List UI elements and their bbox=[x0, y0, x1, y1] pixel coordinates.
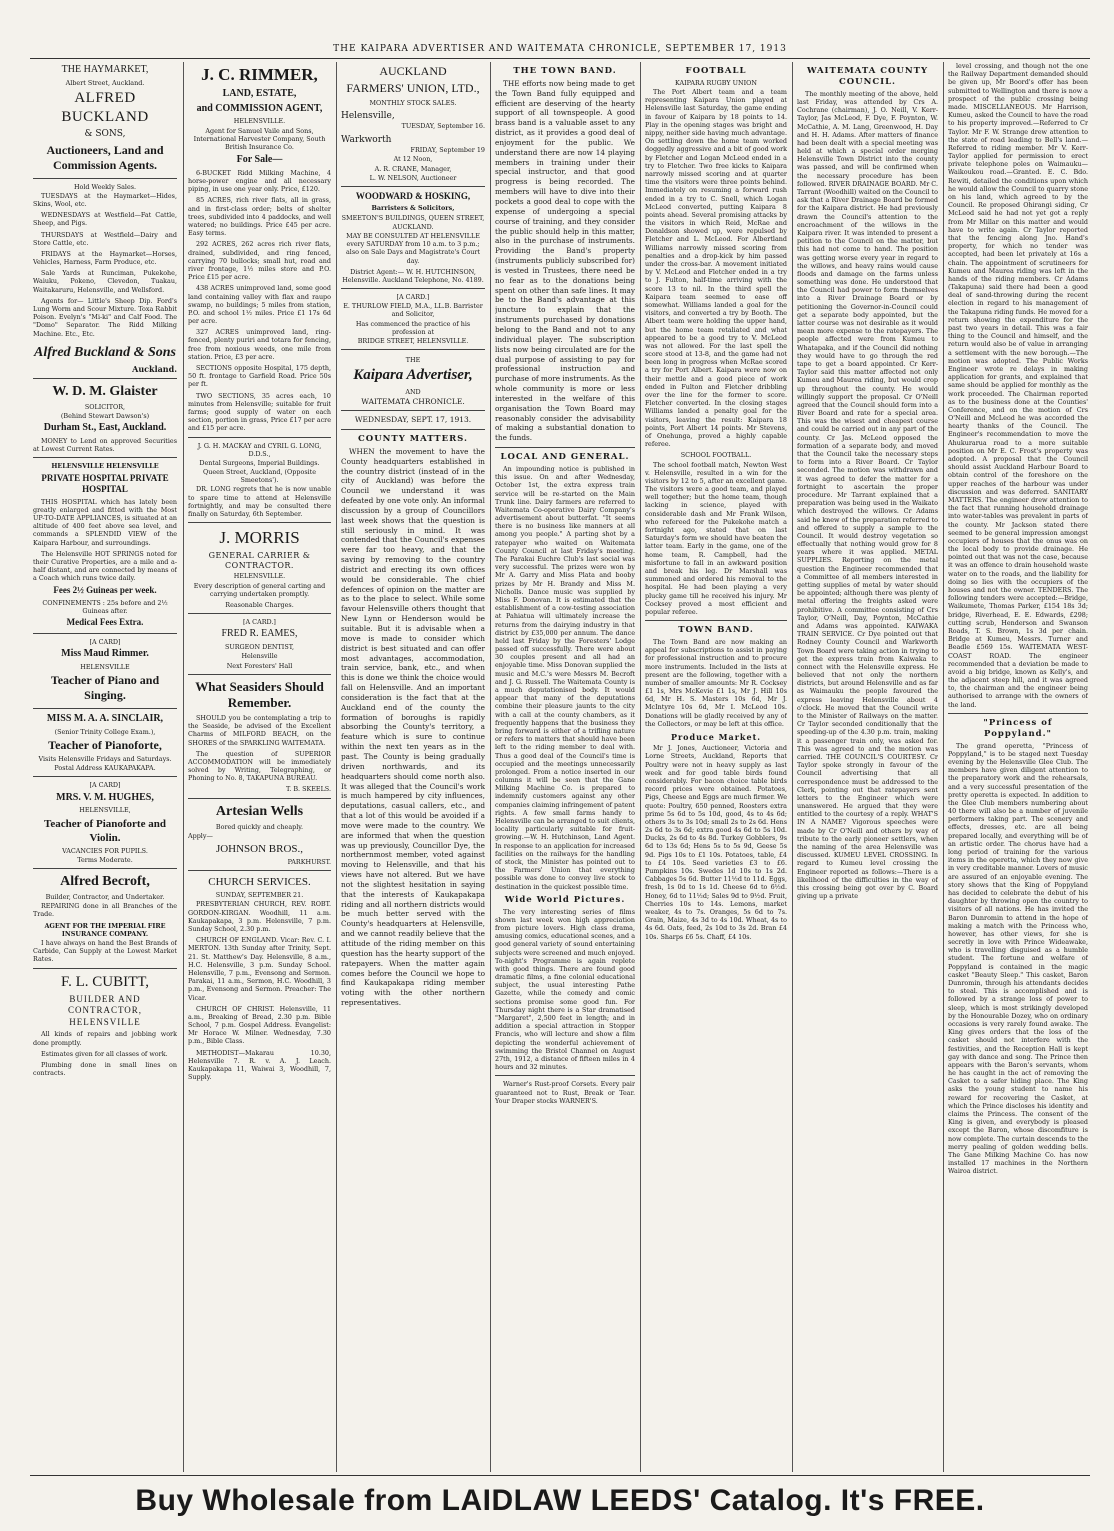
council-article-continued: level crossing, and though not the one the Railway Department demanded should be given up, Mr Boord's offer has been submitted to Wellington and there is now a prospect of the public crossing being made. MISCELLANEOUS. Mr Harrison, Kumeu, asked the Council to have the road to his property improved.—Referred to Cr Taylor. Mr F. W. Strange drew attention to the state of road leading to Bell's land.—Referred to riding member. Mr V. Kerr-Taylor applied for permission to erect private telephone poles on Waimauku—Waikoukou road.—Granted. E. C. Bdo. Rewiti, detailed the conditions upon which he would allow the Council to quarry stone on his land, which agreed to by the Council. Re proposed Ohirangi siding, Cr McLeod said he had not yet got a reply from Mr Millar on this matter and would have to write again. Cr Taylor reported that the fencing along Jno. Hand's property, for which no tender was accepted, had been let privately at 16s a chain. The appointment of scrutineers for Kumeu and Maurea riding was left in the hands of the riding members. Cr Adams (Takapuna) said there had been a good deal of sand-throwing during the recent election in regard to his management of the Takapuna riding funds. He moved for a return showing the expenditure for the past two years in detail. This was a fair thing to the Council and himself, and the return would also be of value in arranging a settlement with the new borough.—The motion was adopted. The Public Works Engineer wrote re delays in making application for grants, and explained that same should be applied for monthly as the work proceeded. The Chairman reported as to the business done at the Counties' Conference, and on the motion of Crs O'Neill and McLeod he was accorded the hearty thanks of the Council. The Engineer's recommendation to move the Ahukurarua road to a more suitable position on Mr E. C. Frost's property was adopted. A proposal that the Council should assist Auckland Harbour Board to obtain control of the foreshore on the upper reaches of the harbour was under discussion and was deferred. SANITARY MATTERS. The engineer drew attention to the fact that running household drainage into water-tables was prevalent in parts of the county. Mr Jackson stated there seemed to be general impression amongst occupiers of houses that the onus was on the local body to provide drainage. He pointed out that was not the case, because it was an offence to drain household waste water on to the roads, and the liability for doing so lies with the occupiers of the houses and not the owner. TENDERS. The following tenders were accepted:—Bridge, Waikumete, Thomas Parker, £154 18s 3d; bridge, Riverhead, E. E. Edwards, £298; cutting scrub, Henderson and Swanson Roads, T. S. Brown, 1s 3d per chain. Bridge at Kumeu, Messrs. Turner and Beadle £569 15s. WAITEMATA WEST-COAST ROAD. The engineer recommended that a deviation be made to avoid a big bridge, known as Kelly's, and the adjacent steep hill, and it was agreed to, the chairman and the engineer being authorised to arrange with the owners of the land. bbox=[948, 62, 1088, 709]
buckland-sons: & SONS, bbox=[84, 129, 126, 140]
hospital-fees: Fees 2½ Guineas per week. bbox=[53, 585, 157, 596]
woodward-city: AUCKLAND. bbox=[392, 222, 434, 231]
vacancies: VACANCIES FOR PUPILS. bbox=[62, 846, 148, 855]
rimmer-agent: Agent for Samuel Vaile and Sons, International Harvester Company, South British Insurance Co. bbox=[193, 126, 326, 151]
glaister-behind: (Behind Stewart Dawson's) bbox=[60, 412, 150, 421]
woodward-title: Barristers & Solicitors, bbox=[371, 204, 455, 213]
sinclair-visits: Visits Helensville Fridays and Saturdays. bbox=[38, 755, 172, 764]
dentists-title: Dental Surgeons, Imperial Buildings. bbox=[199, 458, 320, 467]
column-2 bbox=[188, 62, 331, 1472]
produce-heading: Produce Market. bbox=[670, 732, 762, 742]
dentists-address: Queen Street, Auckland, (Opposite Smeetons'). bbox=[202, 468, 316, 485]
becroft-trade: Builder, Contractor, and Undertaker. bbox=[45, 893, 165, 902]
masthead-chronicle: WAITEMATA CHRONICLE. bbox=[361, 396, 465, 406]
county-heading: COUNTY MATTERS. bbox=[358, 433, 468, 444]
glaister-name: W. D. M. Glaister bbox=[52, 383, 158, 399]
rimmer-land: LAND, ESTATE, bbox=[222, 87, 297, 99]
haymarket-address: Albert Street, Auckland. bbox=[65, 78, 145, 87]
sinclair-name: MISS M. A. A. SINCLAIR, bbox=[46, 712, 164, 724]
church-of-christ-services: CHURCH OF CHRIST. Helensville, 11 a.m., Breaking of Bread, 2.30 p.m. Bible School, 7 p.m. Gospel Address. Evangelist: Mr Horace W. Milner. Wednesday, 7.30 p.m., Bible Class. bbox=[188, 1004, 331, 1046]
town-band-heading: TOWN BAND. bbox=[678, 625, 754, 636]
cubitt-plumbing: Plumbing done in small lines on contracts. bbox=[33, 1060, 177, 1078]
sinclair-postal: Postal Address KAUKAPAKAPA. bbox=[54, 764, 156, 773]
eames-place: Helensville bbox=[241, 652, 278, 661]
masthead-title: Kaipara Advertiser, bbox=[353, 367, 473, 384]
rugby-subheading: KAIPARA RUGBY UNION bbox=[675, 78, 757, 87]
rimmer-place: HELENSVILLE. bbox=[233, 117, 286, 126]
pianoforte-teacher: Teacher of Pianoforte, bbox=[48, 737, 162, 752]
morris-charges: Reasonable Charges. bbox=[225, 600, 294, 609]
column-divider bbox=[640, 62, 641, 1472]
column-7 bbox=[948, 62, 1088, 1472]
fire-insurance: AGENT FOR THE IMPERIAL FIRE INSURANCE COMPANY. bbox=[44, 921, 166, 938]
band-article: THE efforts now being made to get the Town Band fully equipped and efficient are deserving of the hearty support of all townspeople. A good brass band is a valuable asset to any district, as it provides a good deal of enjoyment for the public. We understand there are now 14 playing members in training under their special instructor, and that good progress is being recorded. The members will have to dive into their pockets a good deal to cope with the expense of undergoing a special course of training, and they consider the public should help in this matter, also in the purchase of instruments. Providing the Band's property (instruments publicly subscribed for) is vested in Trustees, there need be no fear as to the donations being spent on other than safe lines. It may be to the Band's advantage at this juncture to explain that the instruments purchased by donations belong to the Band and not to any individual player. The subscription lists now being circulated are for the dual purpose of assisting to pay for professional instruction and purchase of more instruments. As the whole community is more or less interested in the welfare of this organisation the Town Board may reasonably consider the advisability of making a substantial donation to the funds. bbox=[495, 78, 635, 443]
sale-yards: Sale Yards at Runciman, Pukekohe, Waiuku, Pokeno, Clevedon, Tuakau, Waitakaruru, Helensville, and Wellsford. bbox=[33, 269, 177, 294]
carbide: I have always on hand the Best Brands of Carbide, Can Supply at the Lowest Market Rates. bbox=[33, 939, 177, 964]
confinements: CONFINEMENTS : 25s before and 2½ Guineas after. bbox=[42, 598, 168, 616]
woodward-agent: District Agent:— W. H. HUTCHINSON, Helensville. Auckland Telephone, No. 4189. bbox=[342, 267, 484, 284]
church-heading: CHURCH SERVICES. bbox=[208, 876, 311, 889]
card-label: [A CARD.] bbox=[243, 618, 276, 627]
football-heading: FOOTBALL bbox=[685, 66, 747, 76]
monthly-sales: MONTHLY STOCK SALES. bbox=[369, 98, 457, 107]
morris-trade: GENERAL CARRIER & CONTRACTOR. bbox=[208, 550, 311, 571]
page-header: THE KAIPARA ADVERTISER AND WAITEMATA CHRONICLE, SEPTEMBER 17, 1913 bbox=[333, 44, 787, 54]
sale-item: 85 ACRES, rich river flats, all in grass, and in first-class order; belts of shelter trees, subdivided into 4 paddocks, and well watered; no buildings. Price £45 per acre. Easy terms. bbox=[188, 196, 331, 238]
column-5 bbox=[645, 62, 787, 1472]
column-3 bbox=[341, 62, 485, 1472]
buckland-name: ALFRED BUCKLAND bbox=[61, 89, 149, 126]
sinclair-qualification: (Senior Trinity College Exam.), bbox=[54, 727, 156, 736]
produce-article: Mr J. Jones, Auctioneer, Victoria and Lorne Streets, Auckland, Reports that Poultry were not in heavy supply as last week and for good table birds found considerably. For bacon choice table birds record prices were obtained. Potatoes, Pigs, Cheese and Eggs are much firmer. We quote: Poultry, 650 penned, Roosters extra prime 5s 6d to 5s 10d, good, 4s to 4s 6d; others 3s to 3s 10d; small 2s to 2s 6d. Hens 2s 6d to 3s 6d; extra good 4s 6d to 5s 10d. Ducks, 2s 6d to 4s 8d. Turkey Gobblers, 9s 6d to 13s 6d; Hens 5s to 5s 9d, Geese 5s 9d. Pigs 10s to £1 10s. Potatoes, table, £4 to £4 10s. Seed varieties £3 to £6. Pumpkins 10s. Swedes 1d 10s to 1s 2d. Cabbages 5s 6d. Butter 11½d to 11d. Eggs, fresh, 1s 0d to 1s 1d. Cheese 6d to 6½d. Honey, 6d to 11½d; Sales 9d to 9½d. Fruit, Cherries 10s to 14s. Lemons, market weaker, 4s to 7s. Oranges, 5s 6d to 7s. Grain, Maize, 4s 3d to 4s 10d. Wheat, 4s to 4s 6d. Oats, feed, 2s 10d to 3s 2d. Bran £4 10s. Sharps £6 5s. Chaff, £4 10s. bbox=[645, 744, 787, 941]
field-address: BRIDGE STREET, HELENSVILLE. bbox=[357, 337, 469, 346]
hughes-place: HELENSVILLE, bbox=[79, 806, 131, 815]
band-heading: THE TOWN BAND. bbox=[513, 66, 617, 76]
auctioneers-heading: Auctioneers, Land and Commission Agents. bbox=[46, 142, 164, 173]
woodward-consult: MAY BE CONSULTED AT HELENSVILLE every SATURDAY from 10 a.m. to 3 p.m.; also on Sale Days and Magistrate's Court day. bbox=[345, 231, 481, 265]
council-article: The monthly meeting of the above, held last Friday, was attended by Crs A. Cochrane (chairman), J. O. Neill, V. Kerr-Taylor, Jas McLeod, F. Dye, F. Poynton, W. McCathie, A. M. Lang, Greenwood, H. Day and H. H. Adams. After matters of finance had been dealt with a special meeting was held at which a special order merging Helensville Town District into the county was passed, and will be confirmed when the necessary procedure has been followed. RIVER DRAINAGE BOARD. Mr C. Tarrant (Woodhill) waited on the Council to ask that a River Drainage Board be formed for the Kaipara district. He had previously drawn the Council's attention to the encroachment of the willows in the Kaipara river. It was intended to present a petition to the Council on the matter, but this had not come to hand. The position was getting worse every year in regard to the willows, and heavy rains would cause floods and damage on the farms unless something was done. He understood that the Council had power to form themselves into a River Drainage Board or by petitioning the Governor-in-Council could get a separate body appointed, but the latter course was not desirable as it would mean more expense to the ratepayers. The people affected were from Kumeu to Whatapaka, and if the Council did nothing they would have to go through the red tape to get a board appointed. Cr Kerr-Taylor said this matter affected not only Kumeu and Maurea riding, but would crop up throughout the county. He would willingly support the proposal. Cr O'Neill agreed that the Council should form into a River Board and rate for a special area. This was the wisest and cheapest course and could be carried out in any part of the county. Cr Jas. McLeod opposed the formation of a separate body, and moved that the Council take the necessary steps to form into a River Board. Cr Taylor seconded. The motion was withdrawn and it was agreed to defer the matter for a fortnight to ascertain the proper procedure. Mr Tarrant explained that a preparation was being used in the Waikato which destroyed the willows. Cr Adams said he knew of the preparation referred to and offered to supply a sample to the Council. It would destroy vegetation so effectually that nothing would grow for 8 years where it was applied. METAL SUPPLIES. Reporting on the metal question the Engineer recommended that a Committee of all members interested in getting supplies of metal by water should be appointed; although there was plenty of metal offering the freights asked were prohibitive. A committee consisting of Crs Taylor, O'Neill, Day, Poynton, McCathie and Adams was appointed. KAIWAKA TRAIN SERVICE. Cr Dye pointed out that Rodney County Council and Warkworth Town Board were taking action in trying to get the express train from Kaiwaka to connect with the Helensville express. He believed that not only the northern districts, but around Helensville and as far as Waimauku the people favoured the express leaving Helensville about 4 o'clock. He moved that the Council write to the Minister of Railways on the matter. Cr Taylor seconded conditionally that the speeding-up of the 4.30 p.m. train, making it a passenger train only, was asked for. This was agreed to and the motion was carried. THE COUNCIL'S COURTESY. Cr Taylor spoke strongly in favour of the Council advertising that all correspondence must be addressed to the Clerk, pointing out that ratepayers sent letters to the Engineer which were unanswered. He argued that they were entitled to the courtesy of a reply. WHAT'S IN A NAME? Vigorous speeches were made by Cr O'Neill and others by way of tribute to the early pioneer settlers, when the naming of the area Helensville was discussed. KUMEU LEVEL CROSSING. In regard to Kumeu level crossing the Engineer reported as follows:—There is a likelihood of the difficulties in the way of this crossing being got over by C. Board giving up a private bbox=[797, 89, 938, 901]
presbyterian-services: PRESBYTERIAN CHURCH, REV. ROBT. GORDON-KIRGAN. Woodhill, 11 a.m. Kaukapakapa, 3 p.m. Helensville, 7 p.m. Sunday School, 2.30 p.m. bbox=[188, 900, 331, 934]
hospital-heading: PRIVATE HOSPITAL PRIVATE HOSPITAL bbox=[41, 472, 169, 495]
sale-fridays: FRIDAYS at the Haymarket—Horses, Vehicles, Harness, Farm Produce, etc. bbox=[33, 249, 177, 267]
county-article: WHEN the movement to have the County headquarters established in the country district (instead of in the city of Auckland) was before the Council we understand it was defeated by one vote only. An informal discussion by a group of Councillors last week shows that the question is still seriously in mind. It was contended that the Council's expenses were far too heavy, and that the saving by removing to the country district and erecting its own offices would be considerable. The chief defences of opinion on the matter are as to the place to select. While some favour Helensville others thought that New Lynn or Henderson would be suitable. But it is advisable when a move is made to consider which district is best situated and can offer most advantages, accommodation, train service, bank, etc., and when this is done we think the choice would fall on Helensville. And an important consideration is the fact that at the Auckland end of the county the formation of boroughs is rapidly absorbing the County's territory, a feature which is sure to continue within the next ten years as in the past. The County is being gradually driven northwards, and its headquarters should come north also. It was alleged that the Council's work is much hampered by city influences, deputations, casual callers, etc., and that a lot of this would be avoided if a move were made to the country. We are informed that when the question was up previously, Councillor Dye, the northernmost member, voted against moving to Helensville, and that his views have not altered. But we have not the slightest hesitation in saying that the interests of Kaukapakapa riding and all northern districts would be much better served with the County's headquarters at Helensville, and we cannot readily believe that the attitude of the riding member on this question has the hearty support of the ratepayers. When the matter again comes before the Council we hope to find Kaukapakapa riding member voting with the other northern representatives. bbox=[341, 446, 485, 1008]
school-football-article: The school football match, Newton West v. Helensville, resulted in a win for the visitors by 12 to 5, after an excellent game. The visitors were a good team, and played well together; but the home team, though lacking in science, played with considerable dash and Mr Frank Wilson, who refereed for the Pukekohe match a fortnight ago, stated that on last Saturday's form we should have beaten the latter team. Early in the game, one of the home team, R. Campbell, had the misfortune to fall in an awkward position and break his leg. Dr Marshall was summoned and ordered his removal to the hospital. He had been playing a very plucky game till he received his injury. Mr Cocksey proved a most efficient and popular referee. bbox=[645, 460, 787, 616]
sale-item: 292 ACRES, 262 acres rich river flats, drained, subdivided, and ring fenced, carrying 70 bullocks; small hut, road and river frontage, 1½ miles store and P.O. Price £15 per acre. bbox=[188, 240, 331, 282]
sale-place-2: Warkworth bbox=[341, 134, 392, 145]
farmers-union: FARMERS' UNION, LTD., bbox=[346, 81, 480, 96]
woodward-name: WOODWARD & HOSKING, bbox=[355, 190, 471, 201]
woodward-address: SMEETON'S BUILDINGS, QUEEN STREET, bbox=[341, 213, 485, 222]
sale-tuesdays: TUESDAYS at the Haymarket—Hides, Skins, Wool, etc. bbox=[33, 191, 177, 208]
card-label: [A CARD.] bbox=[396, 293, 430, 302]
warner-advert: Warner's Rust-proof Corsets. Every pair guaranteed not to Rust, Break or Tear. Your Draper stocks WARNER'S. bbox=[495, 1080, 635, 1105]
weekly-sales: Hold Weekly Sales. bbox=[73, 182, 137, 191]
agents-list: Agents for— Little's Sheep Dip. Ford's Lung Worm and Scour Mixture. Toxa Rabbit Poison. Evelyn's "Mi-ki" and Calf Food. The "Domo" Separator. The Ridd Milking Machine. Etc., Etc. bbox=[33, 296, 177, 338]
footer-rule bbox=[30, 1475, 1090, 1476]
rimmer-teacher: Miss Maud Rimmer. bbox=[61, 648, 149, 660]
wide-world-heading: Wide World Pictures. bbox=[504, 894, 626, 905]
becroft-repairing: REPAIRING done in all Branches of the Trade. bbox=[33, 902, 177, 919]
poppyland-heading: "Princess of Poppyland." bbox=[983, 717, 1053, 739]
glaister-address: Durham St., East, Auckland. bbox=[43, 422, 167, 434]
hughes-name: MRS. V. M. HUGHES, bbox=[56, 791, 154, 803]
logo-place: Auckland. bbox=[132, 363, 177, 374]
artesian-heading: Artesian Wells bbox=[215, 803, 304, 819]
column-4 bbox=[495, 62, 635, 1472]
sale-place-1: Helensville, bbox=[341, 110, 395, 121]
buckland-logo: Alfred Buckland & Sons bbox=[34, 344, 176, 360]
sale-item: SECTIONS opposite Hospital, 175 depth, 50 ft. frontage to Garfield Road. Price 50s per ft. bbox=[188, 364, 331, 389]
morris-text: Every description of general carting and carrying undertaken promptly. bbox=[193, 581, 326, 598]
haymarket-heading: THE HAYMARKET, bbox=[61, 64, 149, 75]
sale-date-1: TUESDAY, September 16. bbox=[401, 122, 485, 131]
eames-title: SURGEON DENTIST, bbox=[224, 643, 295, 652]
eames-name: FRED R. EAMES, bbox=[221, 628, 298, 640]
sale-date-2: FRIDAY, September 19 bbox=[410, 146, 485, 155]
field-name: E. THURLOW FIELD, M.A., LL.B. Barrister and Solicitor, bbox=[343, 302, 483, 319]
money-lend: MONEY to Lend on approved Securities at Lowest Current Rates. bbox=[33, 437, 177, 454]
town-band-article: The Town Band are now making an appeal for subscriptions to assist in paying for professional instruction and to procure more instruments. Included in the lists at present are the following, together with a number of smaller amounts: Mr R. Cocksey £1 1s, Mrs McKevie £1 1s, Mr J. Hill 10s 6d, Mr H. S. Masters 10s 6d, Mr J. McIntyre 10s 6d, Mr I. McLeod 10s. Donations will be gladly received by any of the Collectors, or may be left at this office. bbox=[645, 637, 787, 728]
local-article: An impounding notice is published in this issue. On and after Wednesday, October 1st, the extra express train service will be re-started on the Main Trunk line. Dairy farmers are referred to Waitemata Co-operative Dairy Company's advertisement about butterfat. "It seems there is no business like manners at all among you people." A parting shot by a ratepayer who waited on Waitemata County Council at last Friday's meeting. The Parakai Euchre Club's last social was very successful. The prizes were won by Mr A. Garry and Miss Plata and booby prizes by Mr H. Brandy and Miss M. Nicholls. Dance music was supplied by Miss F. Donovan. It is estimated that the establishment of a cow-testing association at Pahiatua will ultimately increase the returns from the dairying industry in that district by £35,000 per annum. The dance held last Friday by the Foresters' Lodge passed off successfully. There were about 30 couples present and all had an enjoyable time. Miss Donovan supplied the music and M.C.'s were Messrs M. Becroft and J. G. Russell. The Waitemata County is a much deputationised body. It would appear that many of the deputations combine their pleasure jaunts to the city with a call at the county chambers, as it frequently happens that the business they bring forward is either of a trifling nature or refers to matters that should have been left to the riding member to deal with. Thus a good deal of the Council's time is occupied and the meetings unnecessarily prolonged. From a notice inserted in our columns it will be seen that the Gane Milking Machine Co. is prepared to indemnify customers against any other companies claiming infringement of patent rights. A few small farms handy to Helensville can be arranged to suit clients, locality particularly suitable for fruit-growing.—W. H. Hutchinson, Land Agent. In response to an application for increased facilities on the railways for the handling of stock, the Minister has pointed out to the Farmers' Union that everything possible was done to convey live stock to destination in the quickest possible time. bbox=[495, 464, 635, 891]
becroft-name: Alfred Becroft, bbox=[60, 874, 150, 890]
eames-address: Next Foresters' Hall bbox=[226, 661, 293, 670]
solicitor-title: SOLICITOR, bbox=[84, 402, 126, 411]
card-label: [A CARD] bbox=[89, 637, 121, 646]
cubitt-trade: BUILDER AND CONTRACTOR, HELENSVILLE bbox=[67, 993, 143, 1027]
anglican-services: CHURCH OF ENGLAND. Vicar: Rev. C. I. MERTON. 13th Sunday after Trinity, Sept. 21. St. Matthew's Day. Helensville, 8 a.m., H.C. Helensville, 3 p.m. Sunday School. Helensville, 7 p.m., Evensong and Sermon. Parakai, 11 a.m., Sermon, H.C. Woodhill, 3 p.m., Evensong and Sermon. Preacher: The Vicar. bbox=[188, 936, 331, 1002]
seasiders-question: The question of SUPERIOR ACCOMMODATION will be immediately solved by Writing, Telegraphing, or Phoning to No. 8, TAKAPUNA BUREAU. bbox=[188, 749, 331, 783]
hospital-place: HELENSVILLE HELENSVILLE bbox=[51, 462, 159, 471]
hospital-text: THIS HOSPITAL which has lately been greatly enlarged and fitted with the Most UP-TO-DATE APPLIANCES, is situated at an altitude of 400 feet above sea level, and commands a SPLENDID VIEW of the Kaipara Harbour, and surroundings. bbox=[33, 497, 177, 547]
artesian-text: Bored quickly and cheaply. bbox=[215, 822, 304, 831]
dentists-names: J. G. H. MACKAY and CYRIL G. LONG, D.D.S., bbox=[197, 441, 322, 458]
poppyland-article: The grand operetta, "Princess of Poppyland," is to be staged next Tuesday evening by the Helensville Glee Club. The members have given diligent attention to the preparatory work and the rehearsals, and a very successful presentation of the pretty operetta is expected. In addition to the Glee Club members numbering about 40 there will also be a number of juvenile performers taking part. The scenery and effects, dresses, etc. are all being prepared locally, and everything will be of an artistic order. The chorus have had a long period of training for the various items in the operetta, which they now give in very creditable manner. Lovers of music are assured of an enjoyable evening. The story shows that the King of Poppyland has decided to celebrate the debut of his daughter by throwing open the country to visitors of all nations. He has invited the Baron Dunromin to attend in the hope of making a match with the Princess who, however, has other views, for she is secretly in love with Prince Wideawake, who is travelling disguised as a humble student. The fortune and welfare of Poppyland is contained in the magic casket "Beauty Sleep." This casket, Baron Dunromin, through his attendants decides to steal. This is accomplished and is followed by a strange loss of power to sleep, which is most strikingly developed by the Honourable Dozey, who on ordinary occasions is very rarely found awake. The King gives orders that the loss of the casket should not interfere with the festivities, and the Reception Hall is kept gay with dance and song. The Prince then appears with the Baron's servants, whom he has caught in the act of removing the Casket to a safer hiding place. The King asks the young student to name his reward for recovering the Casket, at which the Prince discloses his identity and claims the Princess. The consent of the King is given, and everybody is pleased except the Baron, whose discomfiture is now complete. The curtain descends to the merry pealing of golden wedding bells. The Gane Milking Machine Co. has now installed 17 machines in the Northern Wairoa district. bbox=[948, 741, 1088, 1176]
wide-world-article: The very interesting series of films shown last week won high appreciation from picture lovers. High class drama, amusing comics, educational scenes, and a good general variety of sound entertaining subjects were screened and much enjoyed. To-night's Programme is again replete with good things. There are found good dramatic films, a fine colonial educational subject, the usual interesting Pathe Gazette, while the comedy and comic sections promise some good fun. For Thursday night there is a Star dramatised "Margaret", 2,500 feet in length; and in addition a special attraction in Stopper Francis, who will lecture and show a film depicting the wonderful achievement of swimming the Bristol Channel on August 27th, 1912, a distance of fifteen miles in 4 hours and 32 minutes. bbox=[495, 907, 635, 1072]
johnson-place: PARKHURST. bbox=[287, 858, 331, 867]
sale-item: 6-BUCKET Ridd Milking Machine, 4 horse-power engine and all necessary piping, in use one year only. Price, £120. bbox=[188, 168, 331, 194]
column-divider bbox=[943, 62, 944, 1472]
rimmer-commission: and COMMISSION AGENT, bbox=[196, 102, 323, 114]
morris-place: HELENSVILLE. bbox=[233, 572, 286, 581]
artesian-apply: Apply— bbox=[188, 831, 213, 840]
seasiders-signature: T. B. SKEELS. bbox=[285, 785, 331, 794]
terms: Terms Moderate. bbox=[77, 856, 133, 864]
for-sale: For Sale— bbox=[236, 154, 283, 166]
column-divider bbox=[336, 62, 337, 1472]
farmers-manager: A. R. CRANE, Manager, bbox=[374, 164, 452, 173]
medical-fees: Medical Fees Extra. bbox=[66, 617, 144, 628]
sale-time: At 12 Noon, bbox=[393, 155, 433, 164]
school-football-heading: SCHOOL FOOTBALL. bbox=[680, 451, 752, 460]
morris-name: J. MORRIS bbox=[219, 528, 300, 548]
farmers-auckland: AUCKLAND bbox=[379, 64, 447, 78]
sale-wednesdays: WEDNESDAYS at Westfield—Fat Cattle, Sheep, and Pigs. bbox=[33, 211, 177, 228]
dr-long-notice: DR. LONG regrets that he is now unable to spare time to attend at Helensville fortnightly, and may be consulted there finally on Saturday, 6th September. bbox=[188, 485, 331, 519]
sale-item: 438 ACRES unimproved land, some good land containing valley with flax and raupo swamp, no buildings; 5 miles from station, P.O. and school 1½ miles. Price £1 17s 6d per acre. bbox=[188, 284, 331, 326]
column-divider bbox=[490, 62, 491, 1472]
rugby-article: The Port Albert team and a team representing Kaipara Union played at Helensville last Saturday, the game ending in favour of Kaipara by 18 points to 14. Play in the opening stages was bright and nippy, neither side having much advantage. On settling down the home team worked doggedly aggressive and a bit of good work by Fletcher and Logan McLeod ended in a try to Fletcher. Two free kicks to Kaipara narrowly missed scoring and at quarter time the visitors were three points behind. Immediately on resuming a forward rush ended in a try to C. Snell, which Logan McLeod converted, putting Kaipara 8 points ahead. Several promising attacks by the visitors in which Reid, McRae and Donaldson showed up, were repulsed by Fletcher and L. McLeod. For Albertland Williams narrowly missed scoring from penalties and a drop-kick by him passed under the cross-bar. A movement initiated by V. McLeod and Fletcher ended in a try to J. Fulton, half-time arriving with the score 13 to nil. In the third spell the Kaipara team seemed to ease off somewhat. Williams landed a goal for the visitors, and converted a try by Booth. The Albert team were holding the upper hand, but the home team retaliated and what appeared to be a good try to V. McLeod was not allowed. For the last spell the score stood at 13-8, and the game had not been long in progress when McRae scored a try for Port Albert. Kaipara were now on their mettle and a good piece of work ended in Fulton and Fletcher dribbling over the line for the former to score. Fletcher converted. In the closing stages Williams landed a penalty goal for the visitors, leaving the result: Kaipara 18 points, Port Albert 14 points. Mr Stevens, of Onehunga, proved a highly capable referee. bbox=[645, 88, 787, 449]
sale-thursdays: THURSDAYS at Westfield—Dairy and Store Cattle, etc. bbox=[33, 230, 177, 247]
column-1 bbox=[33, 62, 177, 1472]
farmers-auctioneer: L. W. NELSON, Auctioneer bbox=[369, 173, 457, 182]
laidlaw-leeds-advert: Buy Wholesale from LAIDLAW LEEDS' Catalog. It's FREE. bbox=[135, 1484, 985, 1517]
field-text: Has commenced the practice of his profession at bbox=[355, 319, 471, 336]
hot-springs: The Helensville HOT SPRINGS noted for their Curative Properties, are a mile and a-half distant, and are connected by means of a Coach which runs twice daily. bbox=[33, 549, 177, 583]
church-date: SUNDAY, SEPTEMBER 21. bbox=[215, 891, 304, 900]
local-heading: LOCAL AND GENERAL. bbox=[500, 452, 630, 463]
methodist-services: METHODIST—Makarau 10.30, Helensville 7. R. v. A. J. Leach. Kaukapakapa 11, Waiwai 3, Woodhill, 7, Supply. bbox=[188, 1048, 331, 1082]
johnson-name: JOHNSON BROS., bbox=[215, 842, 304, 855]
column-divider bbox=[183, 62, 184, 1472]
column-6 bbox=[797, 62, 938, 1472]
sale-item: TWO SECTIONS, 35 acres each, 10 minutes from Helensville; suitable for fruit farms; good supply of water on each section, portion in grass, Price £17 per acre and £15 per acre. bbox=[188, 391, 331, 433]
seasiders-heading: What Seasiders Should Remember. bbox=[195, 678, 324, 711]
card-label: [A CARD] bbox=[89, 781, 121, 790]
masthead-the: THE bbox=[405, 356, 421, 365]
cubitt-repairs: All kinds of repairs and jobbing work done promptly. bbox=[33, 1030, 177, 1047]
issue-date: WEDNESDAY, SEPT. 17, 1913. bbox=[354, 415, 472, 425]
column-divider bbox=[792, 62, 793, 1472]
cubitt-estimates: Estimates given for all classes of work. bbox=[41, 1049, 168, 1058]
header-rule bbox=[30, 58, 1090, 59]
rimmer-place: HELENSVILLE bbox=[80, 662, 130, 671]
masthead-and: AND bbox=[405, 387, 421, 396]
sale-item: 327 ACRES unimproved land, ring-fenced, plenty puriri and totara for fencing, free from noxious weeds, one mile from station. Price, £3 per acre. bbox=[188, 328, 331, 361]
piano-teacher: Teacher of Piano and Singing. bbox=[50, 673, 160, 703]
council-heading: WAITEMATA COUNTY COUNCIL. bbox=[806, 66, 929, 87]
seasiders-text: SHOULD you be contemplating a trip to the Seaside, be advised of the Excellent Charms of MILFORD BEACH, on the SHORES of the SPARKLING WAITEMATA. bbox=[188, 713, 331, 747]
violin-teacher: Teacher of Pianoforte and Violin. bbox=[44, 817, 166, 844]
rimmer-name: J. C. RIMMER, bbox=[201, 65, 318, 84]
cubitt-name: F. L. CUBITT, bbox=[60, 973, 150, 990]
